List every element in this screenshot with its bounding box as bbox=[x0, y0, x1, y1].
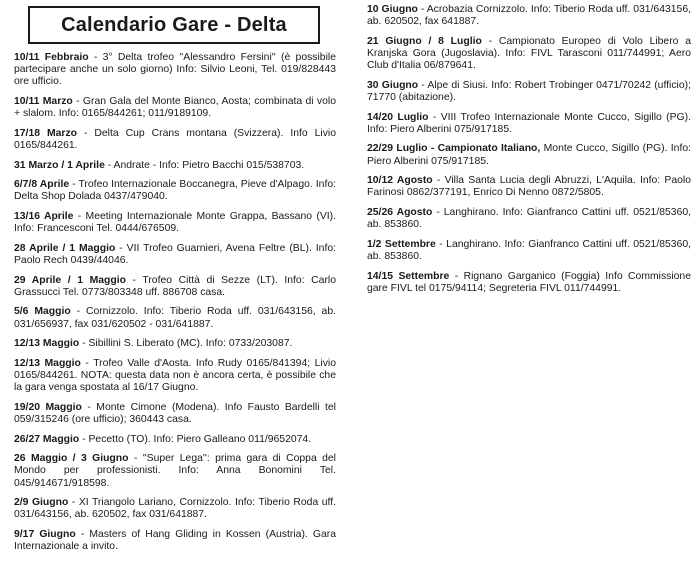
entry-text: - Delta Cup Crans montana (Svizzera). Info Livio 0165/844261. bbox=[14, 127, 336, 151]
page-title: Calendario Gare - Delta bbox=[61, 13, 287, 36]
entry-date: 10/11 Marzo bbox=[14, 96, 73, 107]
calendar-entry bbox=[367, 143, 691, 167]
calendar-entry bbox=[14, 179, 336, 203]
calendar-entry bbox=[367, 112, 691, 136]
calendar-entry bbox=[14, 243, 336, 267]
calendar-entry bbox=[14, 160, 336, 172]
entry-date: 29 Aprile / 1 Maggio bbox=[14, 274, 126, 286]
calendar-entry bbox=[14, 211, 336, 235]
calendar-entry bbox=[14, 52, 336, 89]
entry-date: 21 Giugno / 8 Luglio bbox=[367, 35, 482, 47]
calendar-entry bbox=[367, 271, 691, 295]
entry-text: - Villa Santa Lucia degli Abruzzi, L'Aquila. Info: Paolo Farinosi 0862/377191, Enrico Di Nenno 0872/5805. bbox=[367, 175, 691, 199]
entry-date: 31 Marzo / 1 Aprile bbox=[14, 159, 105, 171]
entry-text: - Trofeo Città di Sezze (LT). Info: Carlo Grassucci Tel. 0773/803348 uff. 886708 casa. bbox=[14, 274, 336, 298]
entry-date: 28 Aprile / 1 Maggio bbox=[14, 242, 116, 254]
calendar-entry bbox=[14, 306, 336, 330]
calendar-entry bbox=[14, 338, 336, 350]
entry-text: - Campionato Europeo di Volo Libero a Kranjska Gora (Jugoslavia). Info: FIVL Tarasconi 011/744991; Aero Club d'Italia 06/879641. bbox=[367, 35, 692, 72]
right-column bbox=[367, 4, 691, 302]
entry-date: 26 Maggio / 3 Giugno bbox=[14, 453, 129, 465]
entry-date: 2/9 Giugno bbox=[14, 497, 69, 509]
entry-date: 25/26 Agosto bbox=[367, 206, 433, 218]
entry-text: - VIII Trofeo Internazionale Monte Cucco, Sigillo (PG). Info: Piero Alberini 075/917185. bbox=[367, 111, 691, 135]
calendar-entry bbox=[14, 402, 336, 426]
entry-text: - Andrate - Info: Pietro Bacchi 015/538703. bbox=[104, 159, 305, 171]
calendar-entry bbox=[367, 36, 691, 73]
entry-text: - Alpe di Siusi. Info: Robert Trobinger 0471/70242 (ufficio); 71770 (abitazione). bbox=[367, 79, 691, 103]
entry-date: 5/6 Maggio bbox=[14, 306, 71, 318]
entry-date: 14/15 Settembre bbox=[367, 270, 450, 282]
entry-text: - Rignano Garganico (Foggia) Info Commissione gare FIVL tel 0175/94114; Segreteria FIVL 011/744991. bbox=[367, 270, 691, 294]
entry-date: 30 Giugno bbox=[367, 79, 419, 91]
entry-text: - Pecetto (TO). Info: Piero Galleano 011/9652074. bbox=[79, 433, 312, 445]
entry-date: 1/2 Settembre bbox=[367, 238, 436, 250]
entry-text: - Cornizzolo. Info: Tiberio Roda uff. 031/643156, ab. 031/656937, fax 031/620502 - 031/641887. bbox=[14, 306, 336, 330]
calendar-entry bbox=[367, 239, 691, 263]
entry-text: - Langhirano. Info: Gianfranco Cattini uff. 0521/85360, ab. 853860. bbox=[367, 238, 691, 262]
entry-date: 17/18 Marzo bbox=[14, 127, 77, 139]
entry-text: - Monte Cimone (Modena). Info Fausto Bardelli tel 059/315246 (ore ufficio); 360443 casa. bbox=[14, 401, 336, 425]
calendar-entry bbox=[14, 453, 336, 490]
entry-text: - Langhirano. Info: Gianfranco Cattini uff. 0521/85360, ab. 853860. bbox=[367, 206, 691, 231]
entry-text: - Sibillini S. Liberato (MC). Info: 0733/203087. bbox=[79, 338, 293, 350]
entry-text: - VII Trofeo Guarnieri, Avena Feltre (BL). Info: Paolo Rech 0439/44046. bbox=[14, 242, 336, 266]
entry-date: 10/12 Agosto bbox=[367, 175, 433, 187]
calendar-entry bbox=[367, 4, 691, 28]
title-box bbox=[28, 6, 320, 44]
entry-text: - Acrobazia Cornizzolo. Info: Tiberio Roda uff. 031/643156, ab. 620502, fax 641887. bbox=[367, 4, 691, 28]
entry-date: 19/20 Maggio bbox=[14, 401, 82, 413]
entry-date: 6/7/8 Aprile bbox=[14, 179, 70, 191]
entry-date: 12/13 Maggio bbox=[14, 357, 81, 369]
entry-date: 10 Giugno bbox=[367, 4, 418, 15]
entry-date: 12/13 Maggio bbox=[14, 338, 80, 350]
entry-date: 13/16 Aprile bbox=[14, 210, 74, 222]
entry-date: 22/29 Luglio - Campionato Italiano, bbox=[367, 143, 541, 155]
entry-text: - Trofeo Valle d'Aosta. Info Rudy 0165/841394; Livio 0165/844261. NOTA: questa data non è ancora certa, è possibile che la gara venga spostata al 16/17 Giugno. bbox=[14, 357, 336, 394]
entry-text: - Meeting Internazionale Monte Grappa, Bassano (VI). Info: Francesconi Tel. 0444/676509. bbox=[14, 210, 336, 235]
entry-date: 14/20 Luglio bbox=[367, 111, 429, 123]
entry-text: - ''Super Lega'': prima gara di Coppa del Mondo per professionisti. Info: Anna Bonomini Tel. 045/914671/918598. bbox=[14, 453, 336, 489]
calendar-entry bbox=[14, 529, 336, 553]
calendar-entry bbox=[14, 358, 336, 395]
left-column bbox=[14, 52, 336, 561]
entry-text: - Gran Gala del Monte Bianco, Aosta; combinata di volo + slalom. Info: 0165/844261; 011/9189109. bbox=[14, 96, 336, 120]
calendar-entry bbox=[14, 275, 336, 299]
calendar-entry bbox=[367, 80, 691, 104]
entry-text: - 3° Delta trofeo ''Alessandro Fersini'' (è possibile partecipare anche un solo giorno) Info: Silvio Leoni, Tel. 019/828443 ore ufficio. bbox=[14, 52, 336, 88]
entry-date: 26/27 Maggio bbox=[14, 433, 80, 445]
entry-text: - Masters of Hang Gliding in Kossen (Austria). Gara Internazionale a invito. bbox=[14, 528, 337, 553]
entry-text: - Trofeo Internazionale Boccanegra, Pieve d'Alpago. Info: Delta Shop Dolada 0437/479040. bbox=[14, 179, 336, 203]
calendar-entry bbox=[14, 434, 336, 446]
entry-text: Monte Cucco, Sigillo (PG). Info: Piero Alberini 075/917185. bbox=[367, 143, 691, 167]
entry-date: 10/11 Febbraio bbox=[14, 52, 89, 63]
calendar-entry bbox=[367, 175, 691, 199]
entry-text: - XI Triangolo Lariano, Cornizzolo. Info: Tiberio Roda uff. 031/643156, ab. 620502, fax 031/641887. bbox=[14, 497, 336, 521]
calendar-entry bbox=[14, 96, 336, 120]
calendar-entry bbox=[14, 128, 336, 152]
calendar-entry bbox=[367, 207, 691, 231]
entry-date: 9/17 Giugno bbox=[14, 528, 76, 540]
